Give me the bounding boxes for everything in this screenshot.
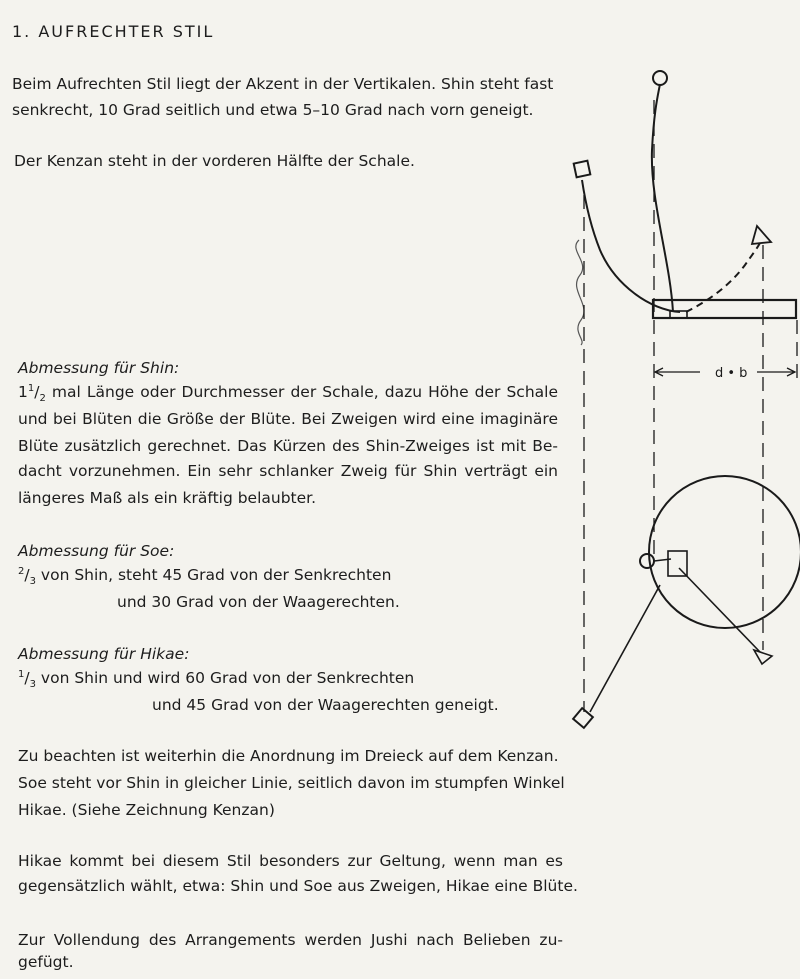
hikae-direction: [679, 568, 760, 652]
bowl-top-circle: [649, 476, 800, 628]
side-view: [574, 71, 796, 345]
triangle-line-2: Soe steht vor Shin in gleicher Linie, seitlich davon im stumpfen Winkel: [18, 774, 565, 792]
top-view: [573, 476, 800, 728]
kenzan-note: Der Kenzan steht in der vorderen Hälfte der Schale.: [14, 152, 415, 170]
triangle-line-1: Zu beachten ist weiterhin die Anordnung im Dreieck auf dem Kenzan.: [18, 747, 559, 765]
contrast-line-2: gegensätzlich wählt, etwa: Shin und Soe aus Zweigen, Hikae eine Blüte.: [18, 877, 578, 895]
shin-line-5: längeres Maß als ein kräftig belaubter.: [18, 489, 317, 507]
intro-line-2: senkrecht, 10 Grad seitlich und etwa 5–10 Grad nach vorn geneigt.: [12, 101, 534, 119]
soe-square-icon: [574, 161, 591, 178]
hikae-heading: Abmessung für Hikae:: [18, 645, 190, 663]
shin-line-2: und bei Blüten die Größe der Blüte. Bei Zweigen wird eine imaginäre: [18, 410, 558, 428]
shin-circle-top-icon: [640, 554, 654, 568]
hikae-triangle-top-icon: [754, 650, 772, 664]
shin-line-3: Blüte zusätzlich gerechnet. Das Kürzen des Shin-Zweiges ist mit Be-: [18, 437, 558, 455]
bowl: [653, 300, 796, 318]
soe-branch: [582, 180, 680, 312]
triangle-line-3: Hikae. (Siehe Zeichnung Kenzan): [18, 801, 275, 819]
hikae-line-1: $^1/_3$ von Shin und wird 60 Grad von der Senkrechten: [18, 668, 415, 691]
shin-line-4: dacht vorzunehmen. Ein sehr schlanker Zweig für Shin verträgt ein: [18, 462, 558, 480]
soe-line-1: $^2/_3$ von Shin, steht 45 Grad von der Senkrechten: [18, 565, 392, 588]
page-title: 1. AUFRECHTER STIL: [12, 22, 215, 41]
shin-line-1: $1^1/_2$ mal Länge oder Durchmesser der Schale, dazu Höhe der Schale: [18, 382, 558, 405]
hikae-line-2: und 45 Grad von der Waagerechten geneigt.: [152, 696, 499, 714]
dimension-label: d • b: [715, 366, 748, 381]
shin-heading: Abmessung für Shin:: [18, 359, 180, 377]
contrast-line-1: Hikae kommt bei diesem Stil besonders zur Geltung, wenn man es: [18, 852, 563, 870]
soe-heading: Abmessung für Soe:: [18, 542, 175, 560]
wavy-line: [576, 240, 584, 345]
hikae-branch: [686, 243, 760, 312]
shin-fraction: $1^1/_2$: [18, 382, 46, 405]
intro-line-1: Beim Aufrechten Stil liegt der Akzent in der Vertikalen. Shin steht fast: [12, 75, 554, 93]
shin-branch: [652, 84, 673, 312]
jushi-line-1: Zur Vollendung des Arrangements werden Jushi nach Belieben zu-: [18, 931, 563, 949]
jushi-line-2: gefügt.: [18, 953, 74, 971]
soe-direction: [590, 585, 660, 712]
soe-line-2: und 30 Grad von der Waagerechten.: [117, 593, 400, 611]
shin-circle-icon: [653, 71, 667, 85]
hikae-triangle-icon: [752, 226, 771, 244]
